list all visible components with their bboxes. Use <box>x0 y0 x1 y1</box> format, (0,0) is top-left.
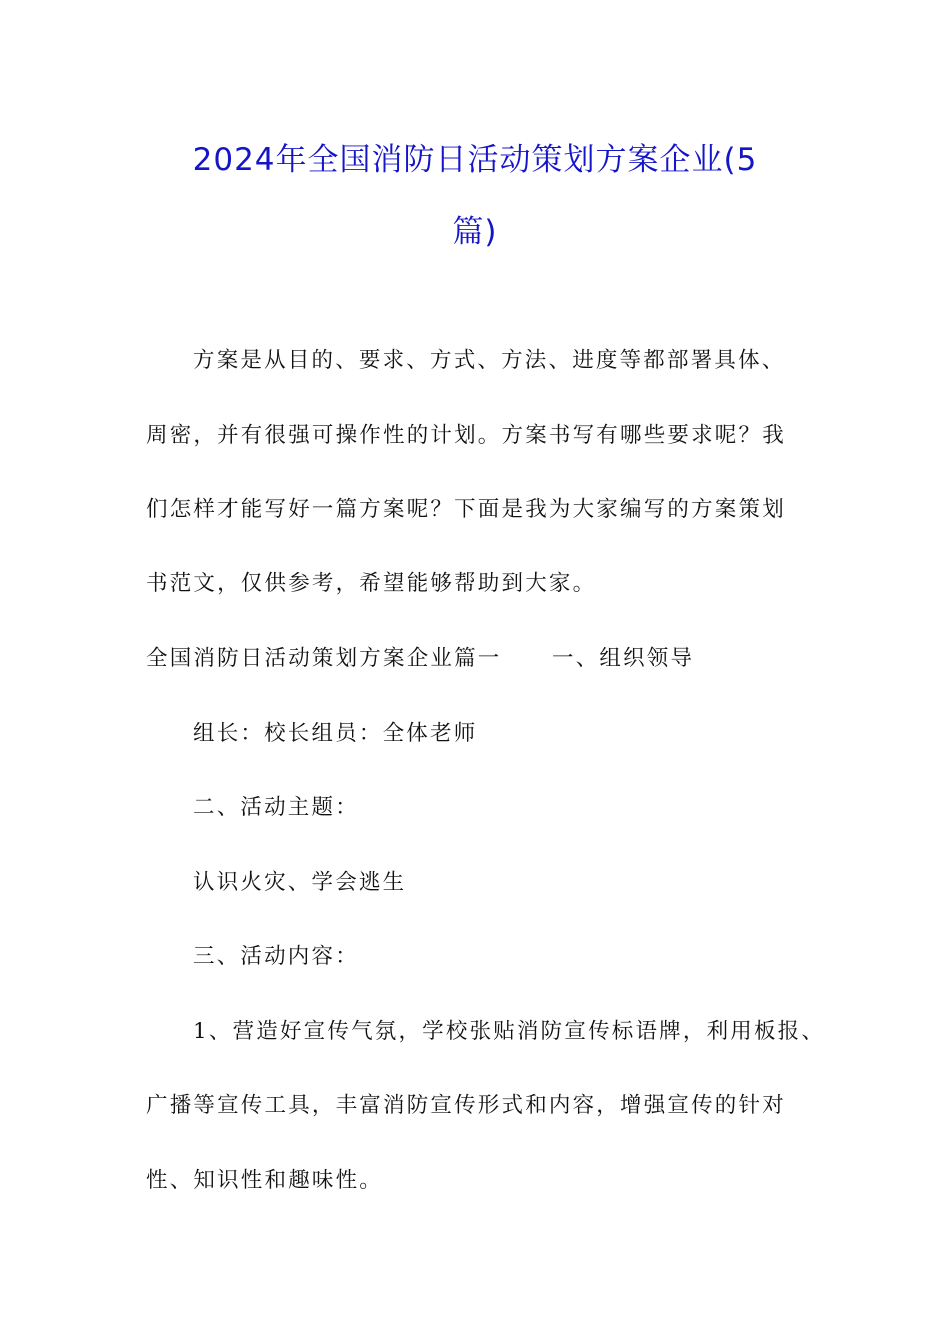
section-heading-left: 全国消防日活动策划方案企业篇一 <box>146 646 502 671</box>
intro-paragraph-line-4: 书范文，仅供参考，希望能够帮助到大家。 <box>146 571 597 596</box>
content-heading: 三、活动内容： <box>193 944 359 969</box>
section-heading-right: 一、组织领导 <box>552 646 695 671</box>
intro-paragraph-line-2: 周密，并有很强可操作性的计划。方案书写有哪些要求呢？我 <box>146 423 786 448</box>
intro-paragraph-line-3: 们怎样才能写好一篇方案呢？下面是我为大家编写的方案策划 <box>146 497 786 522</box>
item-1-line-1: 1、营造好宣传气氛，学校张贴消防宣传标语牌，利用板报、 <box>193 1019 826 1044</box>
intro-paragraph-line-1: 方案是从目的、要求、方式、方法、进度等都部署具体、 <box>193 348 786 373</box>
leaders-line: 组长：校长组员：全体老师 <box>193 721 478 746</box>
document-title-line-1: 2024年全国消防日活动策划方案企业(5 <box>192 142 758 178</box>
theme-heading: 二、活动主题： <box>193 795 359 820</box>
item-1-line-2: 广播等宣传工具，丰富消防宣传形式和内容，增强宣传的针对 <box>146 1093 786 1118</box>
theme-text: 认识火灾、学会逃生 <box>193 870 407 895</box>
item-1-line-3: 性、知识性和趣味性。 <box>146 1168 384 1193</box>
document-title-line-2: 篇) <box>452 214 498 250</box>
